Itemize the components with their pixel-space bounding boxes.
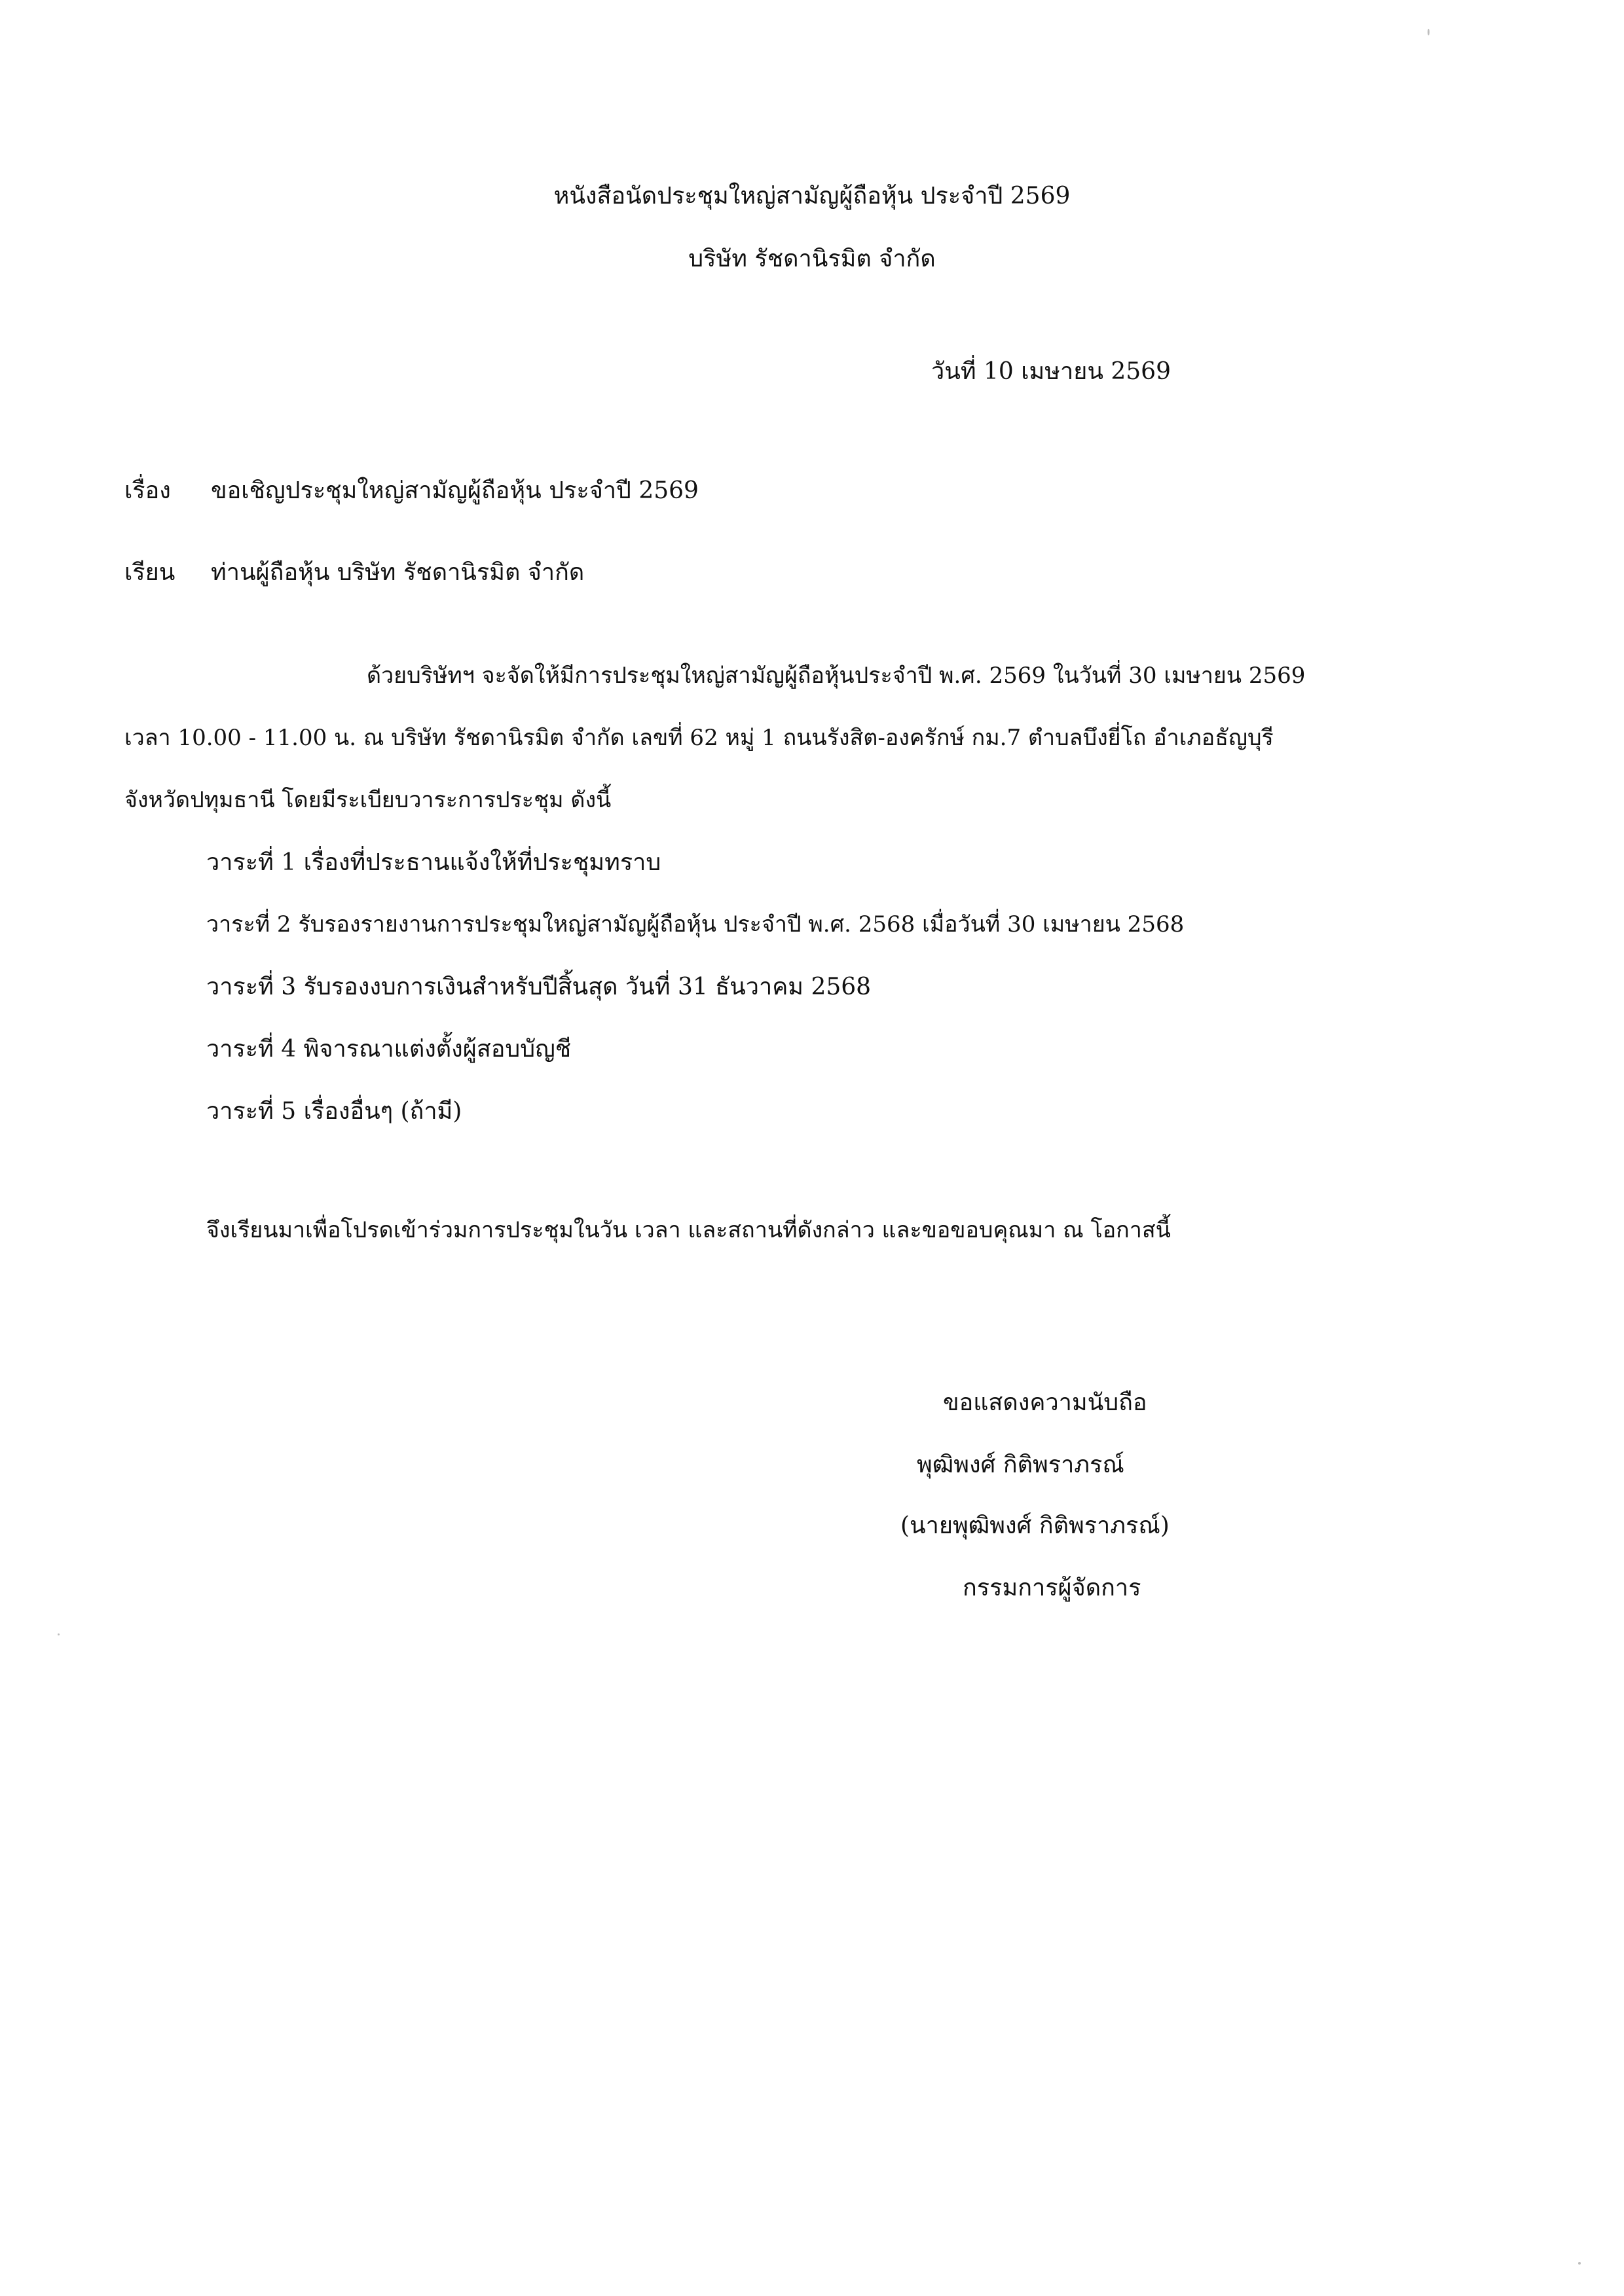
document-title: หนังสือนัดประชุมใหญ่สามัญผู้ถือหุ้น ประจำปี 2569	[553, 183, 1071, 210]
letter-date: วันที่ 10 เมษายน 2569	[931, 358, 1171, 385]
agenda-item-4: วาระที่ 4 พิจารณาแต่งตั้งผู้สอบบัญชี	[206, 1036, 572, 1063]
subject-text: ขอเชิญประชุมใหญ่สามัญผู้ถือหุ้น ประจำปี 2569	[211, 477, 699, 504]
body-line-2: เวลา 10.00 - 11.00 น. ณ บริษัท รัชดานิรมิต จำกัด เลขที่ 62 หมู่ 1 ถนนรังสิต-องครักษ์ กม.7 ตำบลบึงยี่โถ อำเภอธัญบุรี	[124, 725, 1274, 751]
regards-text: ขอแสดงความนับถือ	[943, 1389, 1147, 1416]
body-line-1: ด้วยบริษัทฯ จะจัดให้มีการประชุมใหญ่สามัญผู้ถือหุ้นประจำปี พ.ศ. 2569 ในวันที่ 30 เมษายน 2569	[367, 663, 1306, 689]
scan-speck	[1578, 2262, 1581, 2265]
signatory-position: กรรมการผู้จัดการ	[963, 1575, 1141, 1601]
signed-name: พุฒิพงศ์ กิติพราภรณ์	[917, 1451, 1124, 1478]
subject-label: เรื่อง	[124, 477, 171, 504]
signatory-full-name: (นายพุฒิพงศ์ กิติพราภรณ์)	[900, 1512, 1170, 1539]
company-name: บริษัท รัชดานิรมิต จำกัด	[688, 246, 936, 272]
agenda-item-5: วาระที่ 5 เรื่องอื่นๆ (ถ้ามี)	[206, 1098, 462, 1125]
scan-speck	[58, 1633, 60, 1635]
addressee-label: เรียน	[124, 559, 175, 586]
agenda-item-3: วาระที่ 3 รับรองงบการเงินสำหรับปีสิ้นสุด วันที่ 31 ธันวาคม 2568	[206, 974, 872, 1000]
agenda-item-2: วาระที่ 2 รับรองรายงานการประชุมใหญ่สามัญผู้ถือหุ้น ประจำปี พ.ศ. 2568 เมื่อวันที่ 30 เมษายน 2568	[206, 911, 1185, 938]
agenda-item-1: วาระที่ 1 เรื่องที่ประธานแจ้งให้ที่ประชุมทราบ	[206, 849, 661, 876]
closing-statement: จึงเรียนมาเพื่อโปรดเข้าร่วมการประชุมในวัน เวลา และสถานที่ดังกล่าว และขอขอบคุณมา ณ โอกาสนี้	[206, 1217, 1171, 1243]
body-line-3: จังหวัดปทุมธานี โดยมีระเบียบวาระการประชุม ดังนี้	[124, 787, 612, 813]
addressee-text: ท่านผู้ถือหุ้น บริษัท รัชดานิรมิต จำกัด	[211, 559, 585, 586]
scan-speck	[1428, 29, 1430, 35]
